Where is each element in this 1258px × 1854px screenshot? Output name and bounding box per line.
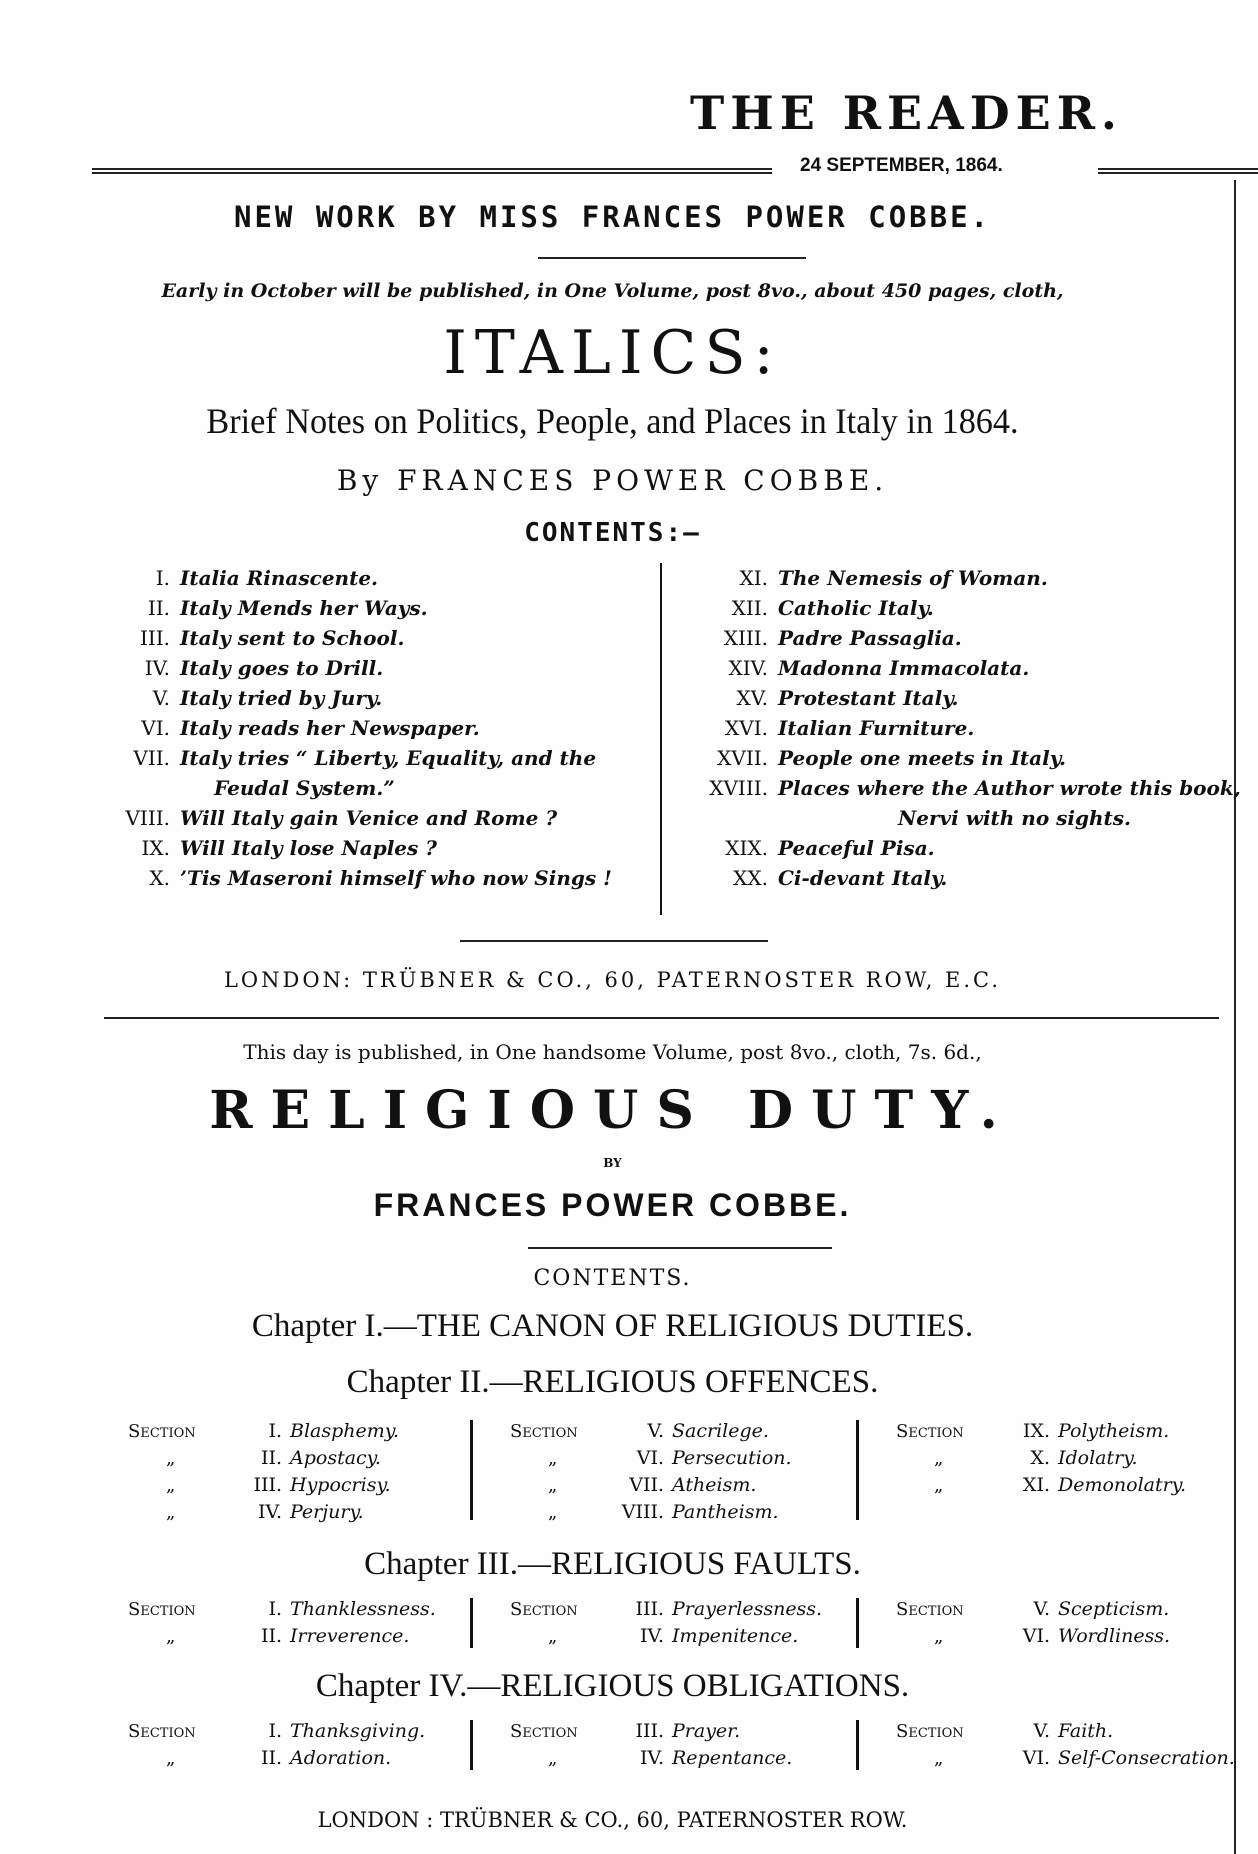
section-label: „: [548, 1748, 558, 1769]
section-number: IV.: [640, 1625, 664, 1647]
entry-title: Catholic Italy.: [778, 596, 934, 620]
entry-number: XVI.: [725, 716, 768, 740]
section-column: [510, 1718, 792, 1772]
section-title: Wordliness.: [1058, 1625, 1171, 1647]
ad1-heading: NEW WORK BY MISS FRANCES POWER COBBE.: [233, 200, 991, 234]
section-label: Section: [896, 1721, 964, 1742]
contents-entry: [676, 746, 1066, 770]
contents-entry: [676, 866, 947, 890]
section-label: Section: [128, 1599, 196, 1620]
section-number: II.: [260, 1625, 282, 1647]
section-entry: [510, 1718, 792, 1745]
section-entry: [896, 1445, 1186, 1472]
chapter-3-heading: Chapter III.—RELIGIOUS FAULTS.: [364, 1546, 861, 1582]
section-entry: [896, 1596, 1170, 1623]
section-label: „: [166, 1748, 176, 1769]
section-title: Demonolatry.: [1058, 1474, 1186, 1496]
entry-number: XVII.: [717, 746, 768, 770]
section-entry: [510, 1472, 792, 1499]
ad1-contents-divider: [660, 563, 662, 915]
contents-entry: [676, 836, 935, 860]
section-number: I.: [268, 1420, 282, 1442]
section-entry: [128, 1745, 425, 1772]
section-title: Impenitence.: [672, 1625, 799, 1647]
section-title: Prayerlessness.: [672, 1598, 823, 1620]
entry-number: XII.: [731, 596, 768, 620]
section-column: [896, 1718, 1235, 1772]
contents-entry: [92, 716, 480, 740]
section-entry: [128, 1472, 399, 1499]
entry-title: Will Italy lose Naples ?: [180, 836, 437, 860]
section-title: Scepticism.: [1058, 1598, 1170, 1620]
ad2-contents-label: CONTENTS.: [533, 1266, 692, 1291]
entry-title: Italy sent to School.: [180, 626, 405, 650]
ad1-title: ITALICS:: [443, 318, 782, 388]
section-title: Pantheism.: [672, 1501, 779, 1523]
section-label: „: [934, 1748, 944, 1769]
section-entry: [128, 1623, 436, 1650]
entry-title: Italian Furniture.: [778, 716, 975, 740]
entry-title: Padre Passaglia.: [778, 626, 962, 650]
contents-entry: [92, 596, 428, 620]
section-column: [510, 1596, 822, 1650]
section-number: IX.: [1022, 1420, 1050, 1442]
section-label: „: [548, 1475, 558, 1496]
ad1-announcement: Early in October will be published, in One Volume, post 8vo., about 450 pages, cloth,: [161, 280, 1064, 302]
section-label: Section: [510, 1721, 578, 1742]
column-bar: [470, 1420, 473, 1520]
section-entry: [896, 1472, 1186, 1499]
ad2-by: BY: [603, 1156, 622, 1170]
entry-number: XI.: [739, 566, 768, 590]
section-column: [510, 1418, 792, 1526]
section-label: Section: [510, 1599, 578, 1620]
ad1-bottom-short-rule: [460, 940, 768, 942]
section-label: Section: [128, 1421, 196, 1442]
ad1-subtitle: Brief Notes on Politics, People, and Places in Italy in 1864.: [206, 401, 1019, 441]
section-entry: [510, 1623, 822, 1650]
column-bar: [856, 1720, 859, 1770]
entry-title: Italy reads her Newspaper.: [180, 716, 480, 740]
ad1-heading-rule: [538, 257, 806, 259]
section-number: VI.: [1022, 1625, 1050, 1647]
contents-entry: [676, 596, 934, 620]
entry-number: X.: [149, 866, 170, 890]
contents-entry: [92, 566, 378, 590]
section-number: IV.: [258, 1501, 282, 1523]
entry-number: III.: [139, 626, 170, 650]
section-title: Thanksgiving.: [290, 1720, 426, 1742]
entry-title: Protestant Italy.: [778, 686, 959, 710]
entry-title: ’Tis Maseroni himself who now Sings !: [180, 866, 612, 890]
contents-entry: [92, 656, 383, 680]
section-number: V.: [1033, 1598, 1050, 1620]
section-number: VI.: [1022, 1747, 1050, 1769]
section-title: Sacrilege.: [672, 1420, 769, 1442]
section-entry: [896, 1623, 1170, 1650]
section-label: „: [934, 1626, 944, 1647]
section-entry: [510, 1745, 792, 1772]
section-label: Section: [896, 1599, 964, 1620]
section-label: „: [548, 1448, 558, 1469]
ad1-byline: By FRANCES POWER COBBE.: [336, 464, 889, 497]
ad2-title: RELIGIOUS DUTY.: [209, 1080, 1016, 1141]
entry-number: XV.: [736, 686, 768, 710]
section-label: „: [934, 1475, 944, 1496]
entry-title: Italia Rinascente.: [180, 566, 379, 590]
contents-entry: [92, 746, 596, 770]
section-column: [896, 1418, 1186, 1499]
section-label: „: [548, 1502, 558, 1523]
contents-entry: [676, 656, 1029, 680]
section-number: VII.: [629, 1474, 664, 1496]
section-number: III.: [253, 1474, 282, 1496]
section-number: IV.: [640, 1747, 664, 1769]
contents-entry: [92, 626, 404, 650]
entry-number: VII.: [133, 746, 170, 770]
ad2-author-rule: [528, 1247, 832, 1249]
section-number: II.: [260, 1747, 282, 1769]
section-number: III.: [635, 1598, 664, 1620]
section-title: Faith.: [1058, 1720, 1114, 1742]
contents-entry: [676, 716, 974, 740]
section-title: Perjury.: [290, 1501, 364, 1523]
entry-number: XVIII.: [709, 776, 768, 800]
entry-number: IV.: [144, 656, 170, 680]
header-rule-right: [1098, 168, 1258, 174]
entry-number: XIV.: [728, 656, 768, 680]
ad1-publisher: LONDON: TRÜBNER & CO., 60, PATERNOSTER ROW, E.C.: [223, 968, 1002, 992]
entry-title: Nervi with no sights.: [898, 806, 1131, 830]
section-label: Section: [896, 1421, 964, 1442]
contents-entry: [676, 626, 962, 650]
section-number: I.: [268, 1598, 282, 1620]
section-entry: [128, 1418, 399, 1445]
entry-title: Peaceful Pisa.: [778, 836, 935, 860]
section-title: Hypocrisy.: [290, 1474, 391, 1496]
section-entry: [128, 1596, 436, 1623]
section-number: XI.: [1022, 1474, 1050, 1496]
ad2-publisher: LONDON : TRÜBNER & CO., 60, PATERNOSTER ROW.: [317, 1808, 908, 1832]
section-entry: [510, 1418, 792, 1445]
contents-entry: [676, 566, 1048, 590]
column-divider: [1234, 180, 1236, 1854]
entry-title: Italy goes to Drill.: [180, 656, 384, 680]
section-title: Apostacy.: [290, 1447, 381, 1469]
ad2-announcement: This day is published, in One handsome Volume, post 8vo., cloth, 7s. 6d.,: [243, 1040, 982, 1064]
section-column: [896, 1596, 1170, 1650]
entry-title: Ci-devant Italy.: [778, 866, 948, 890]
section-entry: [510, 1445, 792, 1472]
section-number: X.: [1030, 1447, 1050, 1469]
column-bar: [856, 1598, 859, 1648]
section-entry: [128, 1499, 399, 1526]
entry-title: Italy tries “ Liberty, Equality, and the: [180, 746, 597, 770]
contents-entry: [92, 806, 557, 830]
entry-title: Will Italy gain Venice and Rome ?: [180, 806, 558, 830]
section-divider: [104, 1017, 1219, 1019]
section-number: VI.: [636, 1447, 664, 1469]
section-label: „: [934, 1448, 944, 1469]
section-title: Thanklessness.: [290, 1598, 436, 1620]
entry-title: Italy tried by Jury.: [180, 686, 383, 710]
section-column: [128, 1718, 425, 1772]
section-entry: [510, 1499, 792, 1526]
section-number: V.: [1033, 1720, 1050, 1742]
section-title: Repentance.: [672, 1747, 793, 1769]
section-entry: [896, 1745, 1235, 1772]
column-bar: [470, 1598, 473, 1648]
entry-number: IX.: [141, 836, 170, 860]
chapter-2-heading: Chapter II.—RELIGIOUS OFFENCES.: [346, 1364, 879, 1400]
section-title: Adoration.: [290, 1747, 392, 1769]
entry-title: Feudal System.”: [214, 776, 395, 800]
section-title: Self-Consecration.: [1058, 1747, 1235, 1769]
section-title: Prayer.: [672, 1720, 741, 1742]
contents-entry: [676, 776, 1241, 800]
section-entry: [510, 1596, 822, 1623]
entry-title: Madonna Immacolata.: [778, 656, 1030, 680]
section-label: Section: [510, 1421, 578, 1442]
column-bar: [856, 1420, 859, 1520]
section-entry: [128, 1718, 425, 1745]
contents-entry: [676, 686, 959, 710]
section-title: Atheism.: [672, 1474, 757, 1496]
column-bar: [470, 1720, 473, 1770]
section-entry: [128, 1445, 399, 1472]
entry-number: VI.: [141, 716, 170, 740]
entry-number: VIII.: [125, 806, 170, 830]
section-number: V.: [647, 1420, 664, 1442]
entry-number: XIII.: [723, 626, 768, 650]
entry-number: I.: [155, 566, 170, 590]
section-title: Polytheism.: [1058, 1420, 1170, 1442]
section-number: II.: [260, 1447, 282, 1469]
section-title: Persecution.: [672, 1447, 792, 1469]
section-number: I.: [268, 1720, 282, 1742]
entry-title: People one meets in Italy.: [778, 746, 1067, 770]
contents-entry: [92, 866, 612, 890]
section-entry: [896, 1718, 1235, 1745]
section-label: „: [166, 1448, 176, 1469]
section-label: „: [166, 1502, 176, 1523]
section-entry: [896, 1418, 1186, 1445]
contents-entry: [92, 836, 437, 860]
contents-entry: [676, 806, 1131, 830]
section-label: „: [548, 1626, 558, 1647]
header-rule-left: [92, 168, 772, 174]
entry-title: Places where the Author wrote this book,: [778, 776, 1241, 800]
section-title: Irreverence.: [290, 1625, 410, 1647]
entry-number: II.: [147, 596, 170, 620]
contents-entry: [92, 776, 395, 800]
section-title: Idolatry.: [1058, 1447, 1138, 1469]
entry-number: XX.: [733, 866, 768, 890]
section-label: Section: [128, 1721, 196, 1742]
ad1-contents-label: CONTENTS:—: [524, 518, 701, 548]
masthead: THE READER.: [690, 86, 1123, 140]
entry-title: Italy Mends her Ways.: [180, 596, 428, 620]
section-number: VIII.: [621, 1501, 664, 1523]
ad2-author: FRANCES POWER COBBE.: [373, 1187, 852, 1223]
section-label: „: [166, 1475, 176, 1496]
section-number: III.: [635, 1720, 664, 1742]
chapter-1-heading: Chapter I.—THE CANON OF RELIGIOUS DUTIES.: [251, 1308, 974, 1344]
contents-entry: [92, 686, 382, 710]
entry-number: V.: [152, 686, 170, 710]
entry-title: The Nemesis of Woman.: [778, 566, 1048, 590]
section-title: Blasphemy.: [290, 1420, 400, 1442]
issue-date: 24 SEPTEMBER, 1864.: [800, 155, 1003, 176]
section-label: „: [166, 1626, 176, 1647]
section-column: [128, 1418, 399, 1526]
entry-number: XIX.: [725, 836, 768, 860]
chapter-4-heading: Chapter IV.—RELIGIOUS OBLIGATIONS.: [315, 1668, 910, 1704]
section-column: [128, 1596, 436, 1650]
